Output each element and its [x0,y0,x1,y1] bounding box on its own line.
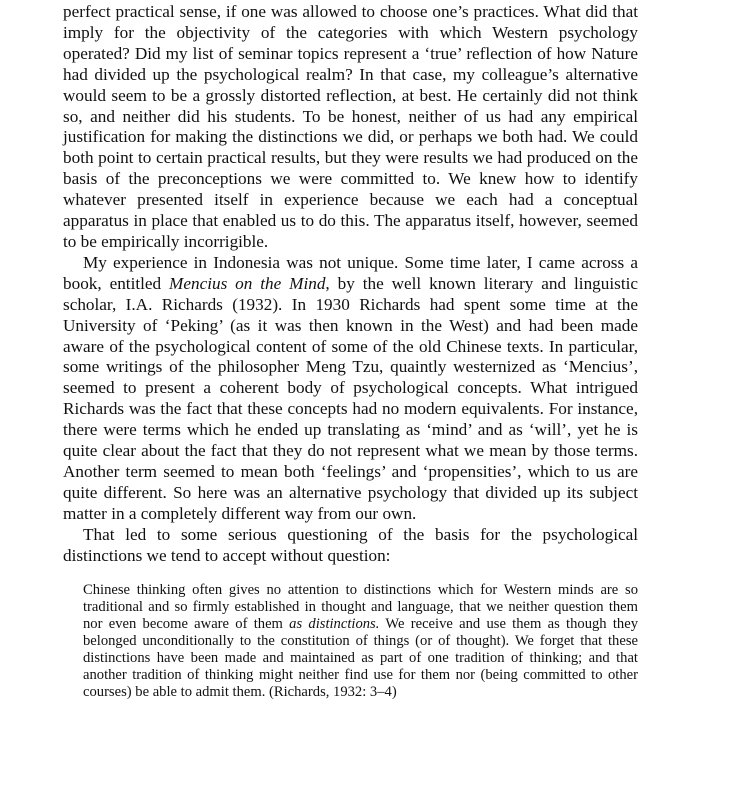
quote-text-after: We receive and use them as though they belonged unconditionally to the constitution of things (or of thought). We forget that these distinctions have been made and maintained as part of one tradition of thinking; and that another tradition of thinking might neither find use for them nor (being committed to other courses) be able to admit them. (Richards, 1932: 3–4) [83,616,638,700]
block-quote [83,582,638,700]
paragraph-text-after-title: , by the well known literary and linguistic scholar, I.A. Richards (1932). In 1930 Richards had spent some time at the University of ‘Peking’ (as it was then known in the West) and had been made aware of the psychological content of some of the old Chinese texts. In particular, some writings of the philosopher Meng Tzu, quaintly westernized as ‘Mencius’, seemed to present a coherent body of psychological concepts. What intrigued Richards was the fact that these concepts had no modern equivalents. For instance, there were terms which he ended up translating as ‘mind’ and as ‘will’, yet he is quite clear about the fact that they do not represent what we mean by those terms. Another term seemed to mean both ‘feelings’ and ‘propensities’, which to us are quite different. So here was an alternative psychology that divided up its subject matter in a completely different way from our own. [63,273,638,523]
paragraph-continuation: perfect practical sense, if one was allowed to choose one’s practices. What did that imply for the objectivity of the categories with which Western psychology operated? Did my list of seminar topics represent a ‘true’ reflection of how Nature had divided up the psychological realm? In that case, my colleague’s alternative would seem to be a grossly distorted reflection, at best. He certainly did not think so, and neither did his students. To be honest, neither of us had any empirical justification for making the distinctions we did, or perhaps we both had. We could both point to certain practical results, but they were results we had produced on the basis of the preconceptions we were committed to. We knew how to identify whatever presented itself in experience because we each had a conceptual apparatus in place that enabled us to do this. The apparatus itself, however, seemed to be empirically incorrigible. [63,2,638,251]
book-title: Mencius on the Mind [169,273,326,293]
quote-text-before: Chinese thinking often gives no attention to distinctions which for Western minds are so traditional and so firmly established in thought and language, that we neither question them nor even become aware of them [83,582,638,633]
paragraph-questioning: That led to some serious questioning of the basis for the psychological distinctions we tend to accept without question: [63,524,638,565]
paragraph-indonesia-experience [63,253,638,525]
document-page [63,2,638,701]
quote-emphasis: as distinctions. [289,616,380,633]
paragraph-text-before-title: My experience in Indonesia was not unique. Some time later, I came across a book, entitled [63,252,638,293]
